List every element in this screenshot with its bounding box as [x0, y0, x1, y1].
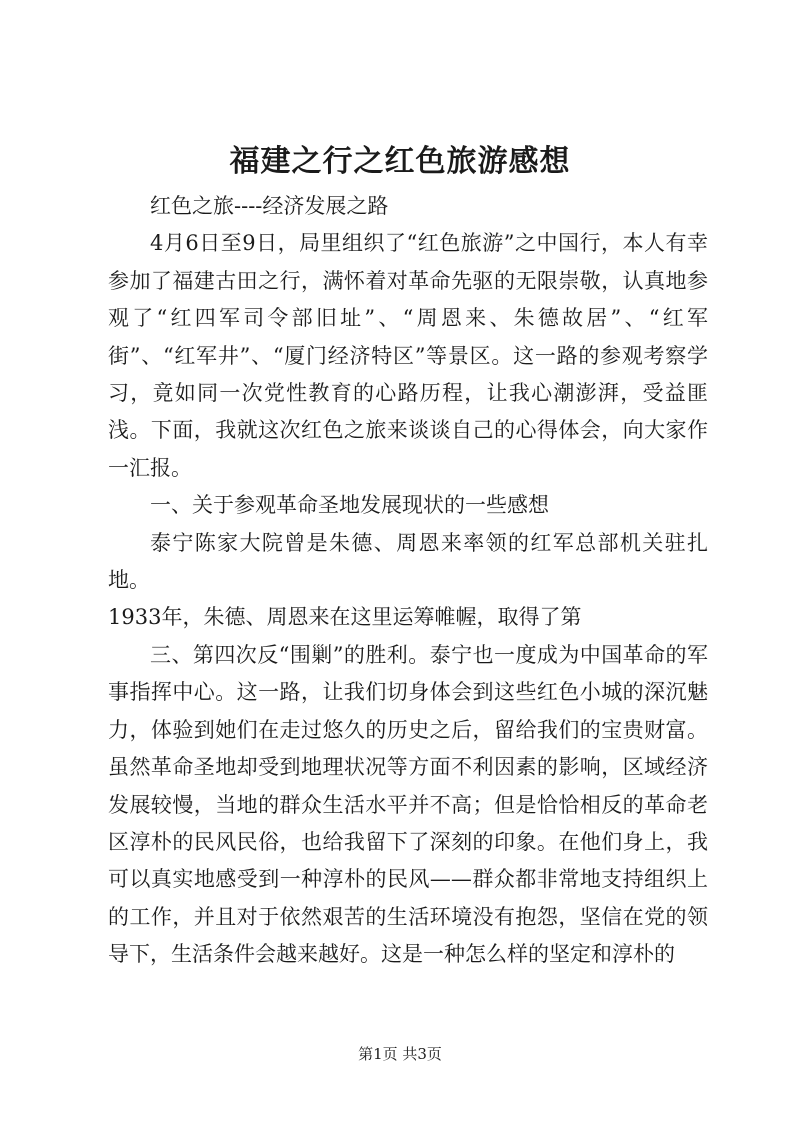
- body-paragraph: 三、第四次反“围剿”的胜利。泰宁也一度成为中国革命的军事指挥中心。这一路，让我们切身体会到这些红色小城的深沉魅力，体验到她们在走过悠久的历史之后，留给我们的宝贵财富。虽然革命圣地却受到地理状况等方面不利因素的影响，区域经济发展较慢，当地的群众生活水平并不高；但是恰恰相反的革命老区淳朴的民风民俗，也给我留下了深刻的印象。在他们身上，我可以真实地感受到一种淳朴的民风——群众都非常地支持组织上的工作，并且对于依然艰苦的生活环境没有抱怨，坚信在党的领导下，生活条件会越来越好。这是一种怎么样的坚定和淳朴的: [108, 642, 708, 967]
- page-number-footer: 第1页 共3页: [358, 1045, 442, 1063]
- body-paragraph: 4月6日至9日，局里组织了“红色旅游”之中国行，本人有幸参加了福建古田之行，满怀着对革命先驱的无限崇敬，认真地参观了“红四军司令部旧址”、“周恩来、朱德故居”、“红军街”、“红军井”、“厦门经济特区”等景区。这一路的参观考察学习，竟如同一次党性教育的心路历程，让我心潮澎湃，受益匪浅。下面，我就这次红色之旅来谈谈自己的心得体会，向大家作一汇报。: [108, 231, 708, 480]
- body-paragraph: 泰宁陈家大院曾是朱德、周恩来率领的红军总部机关驻扎地。: [108, 530, 708, 593]
- section-heading: 一、关于参观革命圣地发展现状的一些感想: [150, 493, 549, 518]
- document-body: [108, 188, 708, 974]
- body-paragraph: 1933年，朱德、周恩来在这里运筹帷幄，取得了第: [108, 605, 582, 630]
- document-title: 福建之行之红色旅游感想: [229, 144, 571, 179]
- subtitle-paragraph: 红色之旅----经济发展之路: [150, 194, 389, 218]
